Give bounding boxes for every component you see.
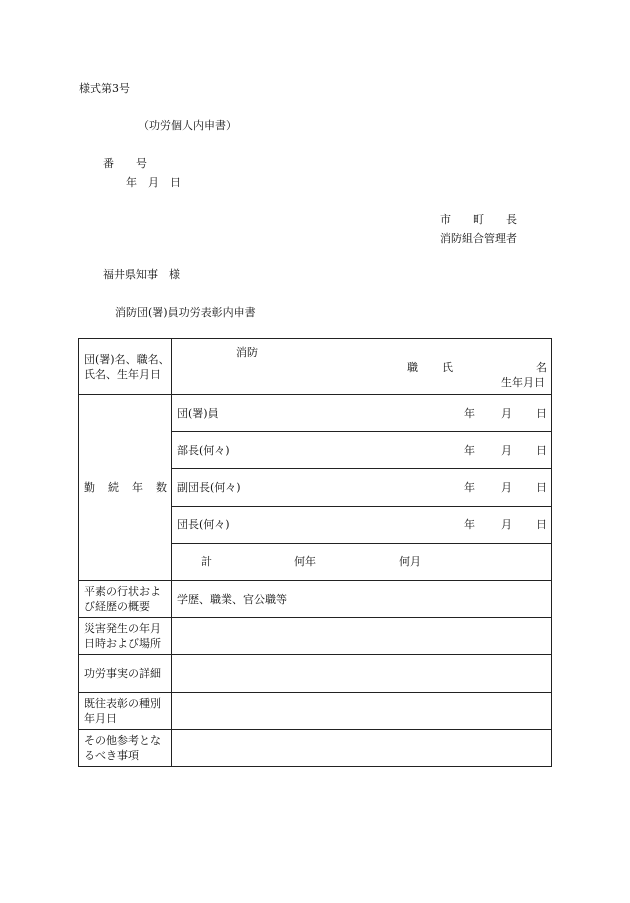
recipient: 福井県知事 様 xyxy=(103,268,180,281)
fire-label: 消防 xyxy=(236,346,258,359)
service-day: 日 xyxy=(536,518,547,531)
service-month: 月 xyxy=(501,407,512,420)
job-label: 職 xyxy=(407,361,418,374)
sender-mayor: 市 町 長 xyxy=(440,213,517,226)
service-subrow-divider xyxy=(171,431,552,432)
sender-manager: 消防組合管理者 xyxy=(440,232,517,245)
service-month: 月 xyxy=(501,518,512,531)
row-divider xyxy=(78,692,552,693)
service-role: 部長(何々) xyxy=(177,444,230,457)
service-role: 団長(何々) xyxy=(177,518,230,531)
service-year: 年 xyxy=(464,518,475,531)
application-table xyxy=(78,338,552,767)
service-subrow-divider xyxy=(171,506,552,507)
form-number: 様式第3号 xyxy=(79,82,130,95)
surname-label: 氏 xyxy=(442,361,453,374)
row-divider xyxy=(78,580,552,581)
total-label: 計 xyxy=(201,555,212,568)
past-awards-header-line1: 既往表彰の種別 xyxy=(84,697,161,710)
name-label: 名 xyxy=(536,361,547,374)
disaster-header-line1: 災害発生の年月 xyxy=(84,622,161,635)
name-header-line1: 団(署)名、職名、 xyxy=(84,353,170,366)
other-header-line1: その他参考とな xyxy=(84,734,161,747)
other-header-line2: るべき事項 xyxy=(84,749,139,762)
service-role: 副団長(何々) xyxy=(177,481,241,494)
total-years: 何年 xyxy=(294,555,316,568)
past-awards-header-line2: 年月日 xyxy=(84,712,117,725)
disaster-header-line2: 日時および場所 xyxy=(84,637,161,650)
table-border-bottom xyxy=(78,766,552,767)
merit-header: 功労事実の詳細 xyxy=(84,667,161,680)
birth-label: 生年月日 xyxy=(501,376,545,389)
document-title: 消防団(署)員功労表彰内申書 xyxy=(115,306,256,319)
service-day: 日 xyxy=(536,407,547,420)
service-year: 年 xyxy=(464,481,475,494)
row-divider xyxy=(78,394,552,395)
service-year: 年 xyxy=(464,444,475,457)
conduct-header-line1: 平素の行状およ xyxy=(84,585,161,598)
table-border-top xyxy=(78,338,552,339)
table-column-divider xyxy=(171,338,172,767)
date-label: 年 月 日 xyxy=(126,176,181,189)
service-month: 月 xyxy=(501,444,512,457)
service-day: 日 xyxy=(536,444,547,457)
table-border-left xyxy=(78,338,79,767)
service-month: 月 xyxy=(501,481,512,494)
row-divider xyxy=(78,654,552,655)
row-divider xyxy=(78,729,552,730)
service-role: 団(署)員 xyxy=(177,407,219,420)
conduct-header-line2: び経歴の概要 xyxy=(84,600,150,613)
service-day: 日 xyxy=(536,481,547,494)
conduct-value: 学歴、職業、官公職等 xyxy=(177,593,287,606)
total-months: 何月 xyxy=(399,555,421,568)
service-subrow-divider xyxy=(171,543,552,544)
row-divider xyxy=(78,617,552,618)
service-year: 年 xyxy=(464,407,475,420)
form-subtitle: （功労個人内申書） xyxy=(138,119,237,132)
service-header: 勤 続 年 数 xyxy=(84,481,168,494)
table-border-right xyxy=(551,338,552,767)
number-label: 番 号 xyxy=(103,157,147,170)
service-subrow-divider xyxy=(171,468,552,469)
name-header-line2: 氏名、生年月日 xyxy=(84,368,161,381)
